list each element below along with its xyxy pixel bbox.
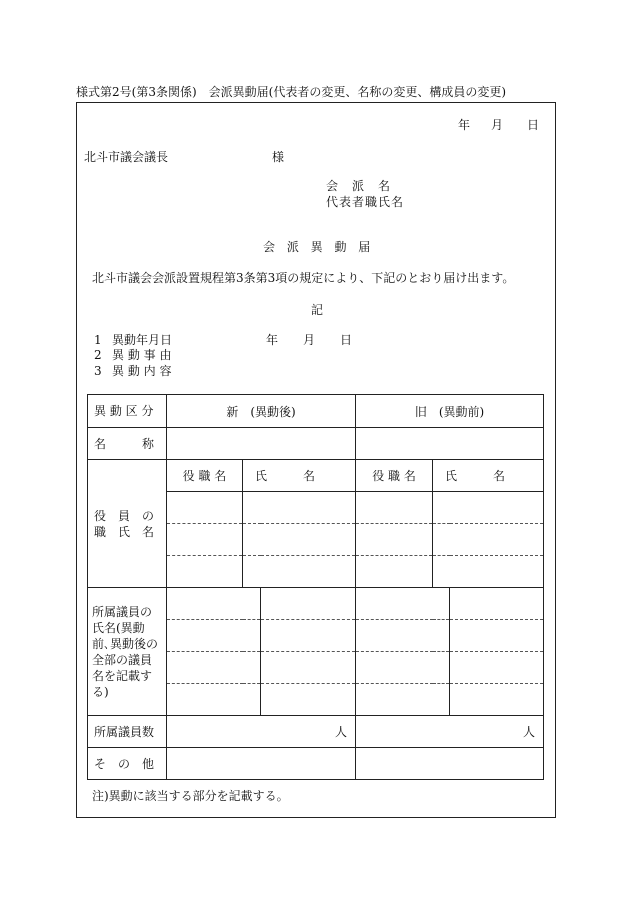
item-number: 2 [94,348,102,362]
count-label-cell [88,716,167,748]
item-label-content: 異 動 内 容 [112,364,172,378]
other-label-cell [88,748,167,780]
officer-position-new-field[interactable] [167,556,243,588]
member-old-field[interactable] [450,588,544,620]
officer-position-new-field[interactable] [167,524,243,556]
member-new-field[interactable] [167,620,261,652]
members-label-line: 所属議員の [92,604,153,619]
member-new-field[interactable] [261,684,356,716]
member-new-field[interactable] [167,684,261,716]
members-label-cell [88,588,167,716]
header-category-label: 異 動 区 分 [94,404,154,418]
member-old-field[interactable] [356,620,450,652]
count-old-field[interactable] [356,716,544,748]
item-label-reason: 異 動 事 由 [112,348,172,362]
officers-label-line: 役 員 の [94,508,155,523]
header-old-cell: 旧 (異動前) [356,395,544,428]
officer-position-new-field[interactable] [167,492,243,524]
officer-name-old-field[interactable] [433,556,544,588]
count-new-unit: 人 [335,725,348,739]
name-old-field[interactable] [356,428,544,460]
officer-name-old-field[interactable] [433,492,544,524]
officer-position-old-field[interactable] [356,524,433,556]
document-title: 会 派 異 動 届 [263,240,375,254]
sub-name-new-cell [243,460,356,492]
officer-name-new-field[interactable] [243,524,356,556]
sub-position-new: 役 職 名 [167,460,243,492]
member-new-field[interactable] [167,588,261,620]
date-year: 年 [458,118,471,132]
member-old-field[interactable] [450,652,544,684]
sub-position-old: 役 職 名 [356,460,433,492]
item1-month: 月 [303,333,316,347]
member-old-field[interactable] [356,652,450,684]
member-old-field[interactable] [356,684,450,716]
members-label-line: 前､異動後の [92,636,159,651]
member-new-field[interactable] [261,620,356,652]
members-label-line: 名を記載す [92,668,153,683]
header-category-cell [88,395,167,428]
date-day: 日 [527,118,540,132]
other-new-field[interactable] [167,748,356,780]
sub-name-new: 氏 名 [255,469,316,483]
officer-name-new-field[interactable] [243,492,356,524]
item1-day: 日 [340,333,353,347]
count-new-field[interactable] [167,716,356,748]
member-new-field[interactable] [167,652,261,684]
row-name-label: 名 称 [94,436,155,451]
member-old-field[interactable] [450,684,544,716]
officer-name-new-field[interactable] [243,556,356,588]
other-label: そ の 他 [94,756,155,771]
officer-position-old-field[interactable] [356,492,433,524]
member-old-field[interactable] [450,620,544,652]
member-new-field[interactable] [261,588,356,620]
item1-year: 年 [266,333,279,347]
officers-label-line: 職 氏 名 [94,524,155,539]
footnote: 注)異動に該当する部分を記載する。 [92,789,289,803]
sub-name-old: 氏 名 [445,469,506,483]
name-new-field[interactable] [167,428,356,460]
officer-position-old-field[interactable] [356,556,433,588]
members-label-line: 氏名(異動 [92,620,145,635]
header-new-cell: 新 (異動後) [167,395,356,428]
member-old-field[interactable] [356,588,450,620]
item-label-date: 異動年月日 [112,333,173,347]
addressee-honorific: 様 [272,150,285,164]
item-number: 3 [94,364,102,378]
members-label-line: 全部の議員 [92,652,153,667]
ki-heading: 記 [311,303,324,317]
member-new-field[interactable] [261,652,356,684]
change-table [87,394,544,780]
addressee-name: 北斗市議会議長 [84,150,169,164]
count-label: 所属議員数 [94,724,155,739]
count-old-unit: 人 [523,725,536,739]
item-number: 1 [94,333,102,347]
representative-label: 代表者職氏名 [326,195,405,209]
officers-label-cell [88,460,167,588]
members-label-line: る) [92,684,109,699]
officer-name-old-field[interactable] [433,524,544,556]
form-number-title: 様式第2号(第3条関係) 会派異動届(代表者の変更、名称の変更、構成員の変更) [76,85,506,99]
row-name-label-cell [88,428,167,460]
sub-name-old-cell [433,460,544,492]
faction-name-label: 会 派 名 [326,179,392,193]
body-text: 北斗市議会会派設置規程第3条第3項の規定により、下記のとおり届け出ます。 [92,271,515,285]
other-old-field[interactable] [356,748,544,780]
date-month: 月 [491,118,504,132]
